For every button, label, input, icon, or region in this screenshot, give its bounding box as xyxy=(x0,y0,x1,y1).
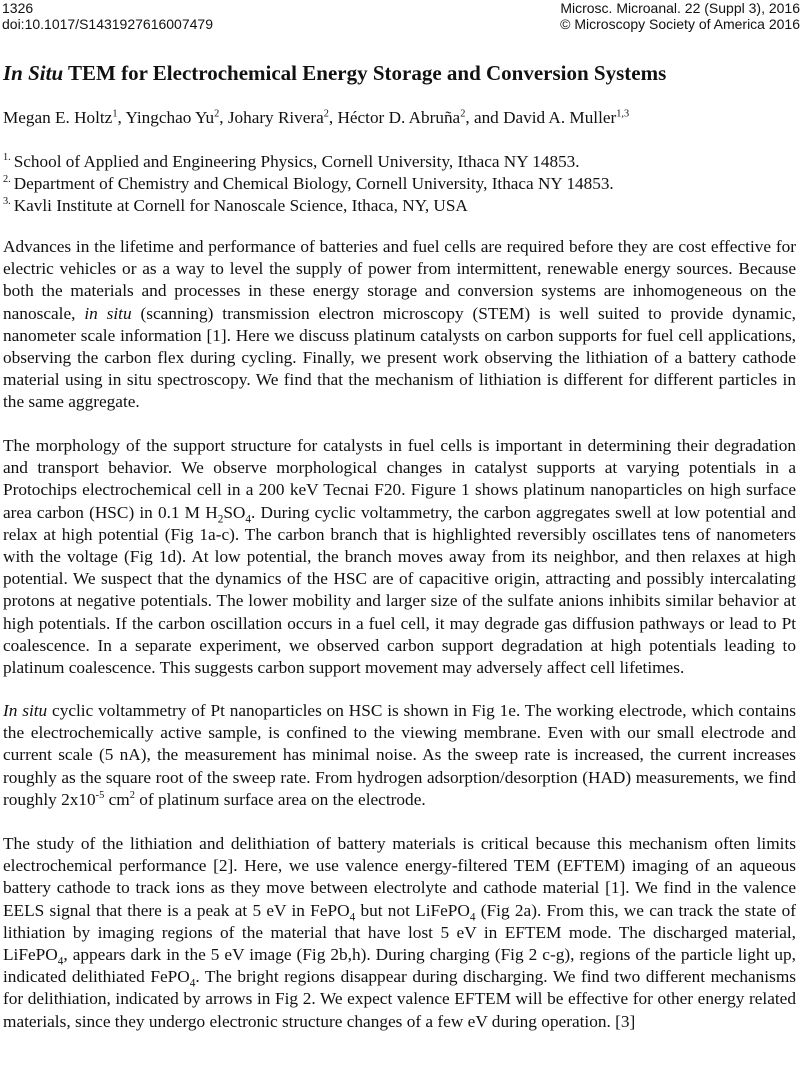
author-affiliation-marker: 1,3 xyxy=(616,108,630,120)
author-affiliation-marker: 2 xyxy=(460,108,466,120)
paragraph-lithiation xyxy=(3,833,796,1033)
author-list xyxy=(3,107,798,129)
paragraph-voltammetry xyxy=(3,700,796,811)
author: Yingchao Yu xyxy=(125,108,215,127)
title-italic: In Situ xyxy=(3,61,64,85)
author: Héctor D. Abruña xyxy=(337,108,461,127)
author-separator: , xyxy=(219,108,228,127)
subscript: 4 xyxy=(57,955,64,968)
author: David A. Muller xyxy=(503,108,617,127)
author-affiliation-marker: 2 xyxy=(323,108,329,120)
affiliation-text: School of Applied and Engineering Physics, Cornell University, Ithaca NY 14853. xyxy=(13,152,580,171)
affiliation-number: 2. xyxy=(3,174,11,186)
affiliation xyxy=(3,195,798,217)
italic-term: in situ xyxy=(84,303,132,323)
affiliation xyxy=(3,151,798,173)
journal-citation: Microsc. Microanal. 22 (Suppl 3), 2016 xyxy=(560,0,800,16)
doi-link[interactable]: doi:10.1017/S1431927616007479 xyxy=(2,16,213,32)
text-run: The study of the lithiation and delithiation of battery materials is critical because this mechanism often limits electrochemical performance [2]. Here, we use valence energy-filtered TEM (EFTEM) imaging of an aqueous battery cathode to track ions as they move between electrolyte and cathode material [1]. We find in the valence EELS signal that there is a peak at 5 eV in FePO xyxy=(3,834,796,920)
copyright-notice: © Microscopy Society of America 2016 xyxy=(560,16,800,32)
subscript: 4 xyxy=(245,513,252,526)
affiliation-list xyxy=(3,151,798,217)
text-run: . The bright regions disappear during discharging. We find two different mechanisms for delithiation, indicated by arrows in Fig 2. We expect valence EFTEM will be effective for other energy related materials, since they undergo electronic structure changes of a few eV during operation. [3] xyxy=(3,967,796,1031)
text-run: of platinum surface area on the electrode. xyxy=(134,789,426,809)
superscript: -5 xyxy=(95,790,105,802)
affiliation-text: Kavli Institute at Cornell for Nanoscale Science, Ithaca, NY, USA xyxy=(13,196,468,215)
text-run: (scanning) transmission electron microscopy (STEM) is well suited to provide dynamic, nanometer scale information [1]. Here we discuss platinum catalysts on carbon supports for fuel cell applications, observing the carbon flex during cycling. Finally, we present work observing the lithiation of a battery cathode material using in situ spectroscopy. We find that the mechanism of lithiation is different for different particles in the same aggregate. xyxy=(3,303,796,412)
paper-title xyxy=(3,60,798,86)
subscript: 4 xyxy=(349,911,356,924)
text-run: The morphology of the support structure for catalysts in fuel cells is important in determining their degradation and transport behavior. We observe morphological changes in catalyst supports at varying potentials in a Protochips electrochemical cell in a 200 keV Tecnai F20. Figure 1 shows platinum nanoparticles on high surface area carbon (HSC) in 0.1 M H xyxy=(3,436,796,522)
page-number: 1326 xyxy=(2,0,34,16)
author-separator: , xyxy=(328,108,338,127)
text-run: , appears dark in the 5 eV image (Fig 2b,h). During charging (Fig 2 c-g), regions of the particle light up, indicated delithiated FePO xyxy=(3,945,796,987)
text-run: (Fig 2a). From this, we can track the state of lithiation by imaging regions of the material that have lost 5 eV in EFTEM mode. The discharged material, LiFePO xyxy=(3,900,797,965)
author: Johary Rivera xyxy=(227,108,324,127)
text-run: SO xyxy=(223,502,246,522)
text-run: Advances in the lifetime and performance of batteries and fuel cells are required before they are cost effective for electric vehicles or as a way to level the supply of power from intermittent, renewable energy sources. Because both the materials and processes in these energy storage and conversion systems are inhomogeneous on the nanoscale, xyxy=(3,237,796,323)
author-separator: , xyxy=(117,108,126,127)
subscript: 4 xyxy=(469,911,476,924)
subscript: 2 xyxy=(217,513,224,526)
affiliation-number: 3. xyxy=(3,196,11,208)
subscript: 4 xyxy=(189,977,196,990)
text-run: but not LiFePO xyxy=(355,900,470,920)
author-affiliation-marker: 2 xyxy=(214,108,220,120)
header-right xyxy=(560,0,800,32)
affiliation-number: 1. xyxy=(3,152,11,164)
author-separator: , and xyxy=(465,108,504,127)
superscript: 2 xyxy=(129,790,135,802)
header-left xyxy=(2,0,213,32)
title-rest: TEM for Electrochemical Energy Storage and Conversion Systems xyxy=(63,61,667,85)
paragraph-carbon-supports xyxy=(3,435,796,679)
author: Megan E. Holtz xyxy=(3,108,113,127)
italic-term: In situ xyxy=(3,701,48,720)
author-affiliation-marker: 1 xyxy=(112,108,118,120)
text-run: . During cyclic voltammetry, the carbon aggregates swell at low potential and relax at high potential (Fig 1a-c). The carbon branch that is highlighted reversibly oscillates tens of nanometers with the voltage (Fig 1d). At low potential, the branch moves away from its neighbor, and then relaxes at high potential. We suspect that the dynamics of the HSC are of capacitive origin, attracting and possibly intercalating protons at negative potentials. The lower mobility and larger size of the sulfate anions inhibits similar behavior at high potentials. If the carbon oscillation occurs in a fuel cell, it may degrade gas diffusion pathways or lead to Pt coalescence. In a separate experiment, we observed carbon support degradation at high potentials leading to platinum coalescence. This suggests carbon support movement may adversely affect cell lifetimes. xyxy=(3,502,796,678)
text-run: cm xyxy=(104,789,130,809)
affiliation xyxy=(3,173,798,195)
affiliation-text: Department of Chemistry and Chemical Biology, Cornell University, Ithaca NY 14853. xyxy=(13,174,614,193)
running-header xyxy=(0,0,800,36)
paragraph-introduction xyxy=(3,236,796,414)
text-run: cyclic voltammetry of Pt nanoparticles on HSC is shown in Fig 1e. The working electrode, which contains the electrochemically active sample, is confined to the viewing membrane. Even with our small electrode and current scale (5 nA), the measurement has minimal noise. As the sweep rate is increased, the current increases roughly as the square root of the sweep rate. From hydrogen adsorption/desorption (HAD) measurements, we find roughly 2x10 xyxy=(3,701,797,809)
